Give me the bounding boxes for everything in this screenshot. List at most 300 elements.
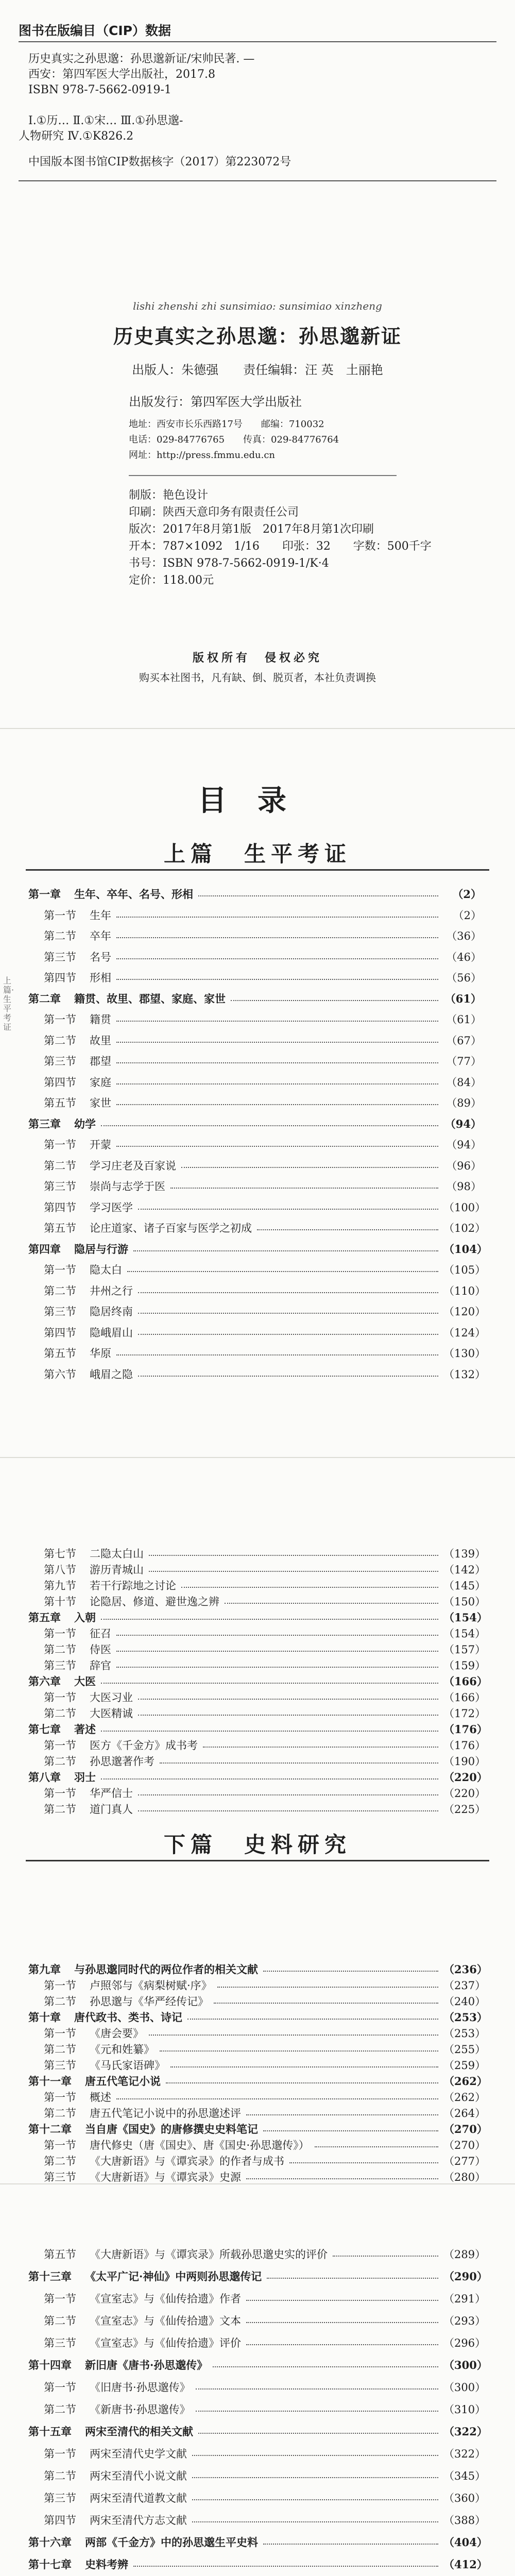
toc-section-row[interactable] (44, 1343, 486, 1363)
toc-page-number: （345） (443, 2470, 486, 2482)
toc-number: 第四章 (28, 1242, 61, 1256)
dot-leader (263, 1971, 438, 1972)
toc-page-number: （132） (443, 1368, 486, 1381)
toc-page-number: （190） (443, 1755, 486, 1768)
toc-section-row[interactable] (44, 925, 482, 946)
toc-section-row[interactable] (44, 1217, 486, 1238)
toc-number: 第一节 (44, 1013, 76, 1026)
toc-entry-title: 家世 (90, 1097, 111, 1109)
dot-leader (170, 1188, 438, 1189)
toc-chapter-row[interactable] (28, 1113, 482, 1134)
toc-section-row[interactable] (44, 1301, 486, 1321)
toc-entry-title: 井州之行 (90, 1284, 133, 1297)
dot-leader (116, 2098, 438, 2099)
dot-leader (116, 979, 438, 980)
dot-leader (138, 1794, 438, 1795)
toc-number: 第四节 (44, 1201, 76, 1214)
printing-block (129, 487, 438, 589)
toc-page-number: （110） (443, 1284, 486, 1297)
toc-entry-title: 孙思邈著作考 (90, 1755, 154, 1768)
toc-number: 第十二章 (28, 2123, 72, 2136)
toc-entry-title: 《宣室志》与《仙传拾遗》评价 (90, 2337, 241, 2349)
toc-page-number: （289） (443, 2248, 486, 2261)
toc-number: 第二节 (44, 1755, 76, 1768)
toc-number: 第六章 (28, 1675, 61, 1688)
toc-number: 第三节 (44, 951, 76, 963)
toc-page-number: （145） (443, 1580, 486, 1592)
divider (129, 475, 397, 476)
toc-section-row[interactable] (44, 2510, 486, 2530)
dot-leader (198, 895, 438, 896)
toc-page-number: （310） (443, 2403, 486, 2416)
toc-entry-title: 大医精诚 (90, 1707, 133, 1720)
toc-number: 第二节 (44, 1643, 76, 1656)
dot-leader (246, 2178, 438, 2179)
toc-page-number: （176） (443, 1723, 488, 1736)
toc-page-number: （322） (443, 2448, 486, 2460)
dot-leader (192, 2477, 438, 2478)
toc-entry-title: 两宋至清代方志文献 (90, 2514, 187, 2527)
toc-entry-title: 孙思邈与《华严经传记》 (90, 1995, 209, 2008)
toc-number: 第十五章 (28, 2425, 72, 2438)
toc-page-number: （404） (443, 2536, 488, 2549)
toc-entry-title: 论隐居、修道、避世逸之辨 (90, 1596, 219, 1608)
toc-entry-title: 华严信士 (90, 1787, 133, 1800)
toc-page-number: （61） (444, 992, 482, 1005)
book-title: 历史真实之孙思邈：孙思邈新证 (113, 325, 402, 348)
dot-leader (127, 1271, 438, 1272)
toc-page-number: （46） (446, 951, 482, 963)
dot-leader (138, 1376, 438, 1377)
toc-entry-title: 籍贯、故里、郡望、家庭、家世 (74, 992, 226, 1005)
toc-page-number: （253） (443, 2027, 486, 2040)
toc-page-number: （300） (443, 2359, 488, 2371)
toc-number: 第七章 (28, 1723, 61, 1736)
toc-section-row[interactable] (44, 1050, 482, 1071)
toc-page-number: （67） (446, 1034, 482, 1047)
toc-section-row[interactable] (44, 2487, 486, 2508)
toc-chapter-row[interactable] (28, 2532, 488, 2552)
toc-page-number: （2） (453, 909, 482, 922)
part-title: 下篇 史料研究 (163, 1832, 351, 1857)
dot-leader (149, 1571, 438, 1572)
toc-chapter-row[interactable] (28, 2554, 488, 2574)
toc-number: 第五节 (44, 1222, 76, 1234)
toc-page-number: （176） (443, 1739, 486, 1752)
toc-section-row[interactable] (44, 2310, 486, 2331)
toc-number: 第十七章 (28, 2558, 72, 2571)
toc-section-row[interactable] (44, 2332, 486, 2353)
toc-number: 第一节 (44, 2293, 76, 2305)
toc-section-row[interactable] (44, 1072, 482, 1092)
dot-leader (101, 1619, 438, 1620)
toc-entry-title: 医方《千金方》成书考 (90, 1739, 198, 1752)
toc-page-number: （159） (443, 1659, 486, 1672)
rights-notice (0, 649, 515, 684)
dot-leader (315, 2146, 438, 2147)
toc-section-row[interactable] (44, 2465, 486, 2486)
toc-section-row[interactable] (44, 1259, 486, 1280)
toc-section-row[interactable] (44, 967, 482, 988)
toc-entry-title: 隐峨眉山 (90, 1326, 133, 1339)
toc-entry-title: 隐居与行游 (74, 1242, 128, 1256)
dot-leader (116, 1354, 438, 1355)
toc-entry-title: 羽士 (74, 1771, 96, 1784)
toc-number: 第二节 (44, 1034, 76, 1047)
toc-entry-title: 两宋至清代小说文献 (90, 2470, 187, 2482)
toc-entry-title: 《唐会要》 (90, 2027, 144, 2040)
toc-entry-title: 生年 (90, 909, 111, 922)
toc-number: 第十三章 (28, 2270, 72, 2283)
dot-leader (149, 1555, 438, 1556)
toc-page-1 (0, 729, 515, 1458)
toc-number: 第十节 (44, 1596, 76, 1608)
toc-number: 第一节 (44, 1739, 76, 1752)
toc-page-number: （154） (443, 1628, 486, 1640)
dot-leader (246, 2322, 438, 2323)
toc-page-number: （124） (443, 1326, 486, 1339)
print-line: 制版：艳色设计 (129, 489, 209, 502)
toc-page-2 (0, 1458, 515, 2184)
rights-note: 购买本社图书，凡有缺、倒、脱页者，本社负责调换 (139, 671, 376, 684)
toc-entry-title: 《旧唐书·孙思邈传》 (90, 2381, 191, 2394)
dot-leader (257, 1229, 438, 1230)
toc-number: 第四节 (44, 2514, 76, 2527)
dot-leader (196, 2411, 438, 2412)
toc-entry-title: 两宋至清代道教文献 (90, 2492, 187, 2504)
toc-page-number: （96） (446, 1159, 482, 1172)
toc-page-number: （105） (443, 1264, 486, 1276)
publisher-phone: 电话：029-84776765 传真：029-84776764 (129, 434, 339, 445)
dot-leader (138, 1810, 438, 1811)
divider (26, 1860, 489, 1861)
title-pinyin: lishi zhenshi zhi sunsimiao: sunsimiao xinzheng (133, 300, 382, 312)
toc-page-number: （2） (452, 888, 482, 901)
toc-number: 第二章 (28, 992, 61, 1005)
toc-entry-title: 幼学 (74, 1117, 96, 1130)
toc-section-row[interactable] (44, 1092, 482, 1113)
toc-number: 第一节 (44, 1787, 76, 1800)
dot-leader (181, 1587, 438, 1588)
toc-entry-title: 二隐太白山 (90, 1548, 144, 1560)
toc-section-row[interactable] (44, 1176, 482, 1196)
editors-line: 出版人：朱德强 责任编辑：汪 英 土丽艳 (132, 363, 383, 377)
toc-entry-title: 论庄道家、诸子百家与医学之初成 (90, 1222, 252, 1234)
dot-leader (231, 1000, 438, 1001)
toc-entry-title: 郡望 (90, 1055, 111, 1067)
dot-leader (149, 2035, 438, 2036)
toc-number: 第七节 (44, 1548, 76, 1560)
print-line: 印刷：陕西天意印务有限责任公司 (129, 506, 299, 519)
toc-section-row[interactable] (44, 1197, 486, 1217)
toc-section-row[interactable] (44, 1322, 486, 1343)
toc-number: 第四节 (44, 1326, 76, 1339)
toc-number: 第二节 (44, 2107, 76, 2120)
toc-entry-title: 史料考辨 (85, 2558, 128, 2571)
toc-entry-title: 华原 (90, 1347, 111, 1360)
toc-page-number: （255） (443, 2043, 486, 2056)
publisher-website: 网址：http://press.fmmu.edu.cn (129, 450, 276, 461)
toc-entry-title: 隐太白 (90, 1264, 122, 1276)
toc-number: 第五节 (44, 1097, 76, 1109)
toc-section-row[interactable] (44, 905, 482, 925)
dot-leader (267, 2278, 438, 2279)
toc-page-number: （220） (443, 1771, 488, 1784)
toc-entry-title: 学习医学 (90, 1201, 133, 1214)
toc-page-number: （104） (443, 1242, 488, 1256)
part-title: 上篇 生平考证 (163, 841, 351, 867)
toc-number: 第六节 (44, 1368, 76, 1381)
toc-page-number: （388） (443, 2514, 486, 2527)
publisher-block (129, 392, 417, 463)
toc-number: 第二节 (44, 2043, 76, 2056)
rights-title: 版权所有 侵权必究 (192, 651, 322, 665)
dot-leader (101, 1731, 438, 1732)
toc-number: 第一节 (44, 2139, 76, 2151)
toc-page-number: （166） (443, 1691, 486, 1704)
toc-chapter-row[interactable] (28, 884, 482, 904)
toc-number: 第一节 (44, 1691, 76, 1704)
toc-page-number: （89） (446, 1097, 482, 1109)
divider (26, 869, 489, 871)
toc-entry-title: 两宋至清代的相关文献 (85, 2425, 193, 2438)
publisher-name: 出版发行：第四军医大学出版社 (129, 395, 302, 409)
divider (19, 41, 496, 42)
toc-page-number: （270） (443, 2123, 488, 2136)
toc-page-number: （84） (446, 1076, 482, 1089)
toc-entry-title: 开蒙 (90, 1139, 111, 1151)
toc-number: 第三节 (44, 2492, 76, 2504)
dot-leader (213, 2366, 438, 2367)
toc-number: 第三节 (44, 1659, 76, 1672)
toc-section-row[interactable] (44, 1364, 486, 1384)
cip-line: Ⅰ.①历… Ⅱ.①宋… Ⅲ.①孙思邈- (28, 114, 183, 127)
toc-section-row[interactable] (44, 1799, 486, 1819)
toc-section-row[interactable] (44, 2244, 486, 2264)
toc-section-row[interactable] (44, 1134, 482, 1155)
toc-page-number: （142） (443, 1564, 486, 1576)
toc-number: 第十四章 (28, 2359, 72, 2371)
toc-page-number: （139） (443, 1548, 486, 1560)
toc-number: 第二节 (44, 930, 76, 942)
dot-leader (181, 1167, 438, 1168)
toc-page-number: （100） (443, 1201, 486, 1214)
toc-section-row[interactable] (44, 2443, 486, 2464)
toc-page-number: （262） (443, 2091, 486, 2104)
dot-leader (133, 2566, 438, 2567)
toc-section-row[interactable] (44, 946, 482, 967)
toc-entry-title: 生年、卒年、名号、形相 (74, 888, 193, 901)
toc-page-number: （120） (443, 1306, 486, 1318)
toc-chapter-row[interactable] (28, 2266, 488, 2286)
toc-entry-title: 《元和姓纂》 (90, 2043, 154, 2056)
dot-leader (333, 2256, 438, 2257)
dot-leader (263, 2544, 438, 2545)
dot-leader (116, 1062, 438, 1063)
toc-number: 第十一章 (28, 2075, 72, 2088)
cip-header: 图书在版编目（CIP）数据 (19, 23, 171, 38)
dot-leader (116, 1042, 438, 1043)
toc-section-row[interactable] (44, 1155, 482, 1176)
toc-page-number: （296） (443, 2337, 486, 2349)
toc-entry-title: 学习庄老及百家说 (90, 1159, 176, 1172)
dot-leader (198, 2433, 438, 2434)
toc-number: 第五节 (44, 1347, 76, 1360)
toc-section-row[interactable] (44, 1009, 482, 1029)
toc-page-number: （98） (446, 1180, 482, 1193)
toc-number: 第一章 (28, 888, 61, 901)
toc-number: 第二节 (44, 1159, 76, 1172)
toc-entry-title: 唐代修史（唐《国史》、唐《国史·孙思邈传》） (90, 2139, 310, 2151)
dot-leader (192, 2455, 438, 2456)
toc-number: 第二节 (44, 1803, 76, 1816)
toc-chapter-row[interactable] (28, 988, 482, 1009)
cip-line: 人物研究 Ⅳ.①K826.2 (19, 130, 134, 143)
toc-section-row[interactable] (44, 2399, 486, 2419)
dot-leader (116, 1083, 438, 1084)
dot-leader (289, 2162, 438, 2163)
toc-entry-title: 《宣室志》与《仙传拾遗》作者 (90, 2293, 241, 2305)
toc-page-number: （130） (443, 1347, 486, 1360)
toc-number: 第十章 (28, 2011, 61, 2024)
dot-leader (138, 1699, 438, 1700)
toc-page-number: （412） (443, 2558, 488, 2571)
dot-leader (138, 1334, 438, 1335)
toc-page-3 (0, 2184, 515, 2576)
toc-number: 第二节 (44, 1995, 76, 2008)
toc-entry-title: 《新唐书·孙思邈传》 (90, 2403, 191, 2416)
cip-line: 历史真实之孙思邈：孙思邈新证/宋帅民著. — (28, 53, 255, 65)
dot-leader (116, 917, 438, 918)
toc-page-number: （264） (443, 2107, 486, 2120)
toc-page-number: （277） (443, 2155, 486, 2167)
toc-number: 第二节 (44, 2403, 76, 2416)
dot-leader (246, 2344, 438, 2345)
toc-number: 第一节 (44, 1628, 76, 1640)
toc-page-number: （61） (446, 1013, 482, 1026)
toc-chapter-row[interactable] (28, 2421, 488, 2442)
dot-leader (138, 1292, 438, 1293)
toc-number: 第四节 (44, 1076, 76, 1089)
divider (19, 180, 496, 181)
dot-leader (116, 1021, 438, 1022)
dot-leader (263, 2130, 438, 2131)
toc-number: 第一节 (44, 909, 76, 922)
dot-leader (116, 937, 438, 938)
toc-page-number: （270） (443, 2139, 486, 2151)
toc-section-row[interactable] (44, 2288, 486, 2309)
toc-entry-title: 若干行踪地之讨论 (90, 1580, 176, 1592)
toc-number: 第三节 (44, 1306, 76, 1318)
toc-entry-title: 大医习业 (90, 1691, 133, 1704)
toc-page-number: （56） (446, 972, 482, 984)
toc-page-number: （102） (443, 1222, 486, 1234)
toc-page-number: （94） (446, 1139, 482, 1151)
toc-number: 第十六章 (28, 2536, 72, 2549)
dot-leader (116, 1146, 438, 1147)
toc-entry-title: 著述 (74, 1723, 96, 1736)
cip-line: ISBN 978-7-5662-0919-1 (28, 83, 171, 96)
toc-page-number: （293） (443, 2315, 486, 2327)
toc-number: 第三节 (44, 1180, 76, 1193)
toc-number: 第一节 (44, 2448, 76, 2460)
dot-leader (214, 2003, 438, 2004)
dot-leader (101, 1683, 438, 1684)
toc-section-row[interactable] (44, 1030, 482, 1050)
toc-number: 第一节 (44, 2027, 76, 2040)
toc-chapter-row[interactable] (28, 2354, 488, 2375)
toc-page-number: （280） (443, 2171, 486, 2183)
toc-page-number: （240） (443, 1995, 486, 2008)
toc-entry-title: 唐五代笔记小说中的孙思邈述评 (90, 2107, 241, 2120)
print-line: 书号：ISBN 978-7-5662-0919-1/K·4 (129, 557, 329, 570)
toc-chapter-row[interactable] (28, 1239, 488, 1259)
toc-entry-title: 《大唐新语》与《谭宾录》史源 (90, 2171, 241, 2183)
dot-leader (138, 1715, 438, 1716)
copyright-page (0, 0, 515, 729)
print-line: 定价：118.00元 (129, 574, 214, 587)
toc-entry-title: 家庭 (90, 1076, 111, 1089)
toc-number: 第二节 (44, 2155, 76, 2167)
dot-leader (203, 1747, 438, 1748)
toc-page-number: （322） (443, 2425, 488, 2438)
toc-entry-title: 两部《千金方》中的孙思邈生平史料 (85, 2536, 258, 2549)
toc-entry-title: 概述 (90, 2091, 111, 2104)
toc-entry-title: 籍贯 (90, 1013, 111, 1026)
toc-page-number: （291） (443, 2293, 486, 2305)
toc-entry-title: 与孙思邈同时代的两位作者的相关文献 (74, 1963, 258, 1976)
toc-entry-title: 《太平广记·神仙》中两则孙思邈传记 (85, 2270, 262, 2283)
dot-leader (187, 2019, 438, 2020)
dot-leader (166, 2082, 438, 2083)
toc-entry-title: 新旧唐《唐书·孙思邈传》 (85, 2359, 208, 2371)
dot-leader (116, 958, 438, 959)
toc-page-number: （220） (443, 1787, 486, 1800)
dot-leader (217, 1987, 438, 1988)
toc-section-row[interactable] (44, 1280, 486, 1301)
dot-leader (116, 1104, 438, 1105)
print-line: 开本：787×1092 1/16 印张：32 字数：500千字 (129, 540, 432, 553)
toc-number: 第三章 (28, 1117, 61, 1130)
dot-leader (246, 2300, 438, 2301)
toc-number: 第九章 (28, 1963, 61, 1976)
toc-number: 第五节 (44, 2248, 76, 2261)
toc-page-number: （300） (443, 2381, 486, 2394)
toc-entry-title: 唐代政书、类书、诗记 (74, 2011, 182, 2024)
dot-leader (138, 1313, 438, 1314)
toc-number: 第九节 (44, 1580, 76, 1592)
dot-leader (192, 2521, 438, 2522)
toc-number: 第一节 (44, 2091, 76, 2104)
spine-note: 上篇·生平考证 (3, 976, 14, 1032)
toc-entry-title: 峨眉之隐 (90, 1368, 133, 1381)
toc-number: 第三节 (44, 2059, 76, 2072)
toc-entry-title: 唐五代笔记小说 (85, 2075, 161, 2088)
toc-section-row[interactable] (44, 2377, 486, 2397)
toc-number: 第二节 (44, 1284, 76, 1297)
toc-page-number: （154） (443, 1611, 488, 1624)
toc-entry-title: 形相 (90, 972, 111, 984)
toc-number: 第三节 (44, 2337, 76, 2349)
cip-line: 西安：第四军医大学出版社，2017.8 (28, 68, 215, 81)
toc-number: 第一节 (44, 1264, 76, 1276)
toc-entry-title: 崇尚与志学于医 (90, 1180, 165, 1193)
toc-entry-title: 故里 (90, 1034, 111, 1047)
print-line: 版次：2017年8月第1版 2017年8月第1次印刷 (129, 523, 374, 536)
toc-number: 第八节 (44, 1564, 76, 1576)
toc-number: 第八章 (28, 1771, 61, 1784)
toc-page-number: （36） (446, 930, 482, 942)
